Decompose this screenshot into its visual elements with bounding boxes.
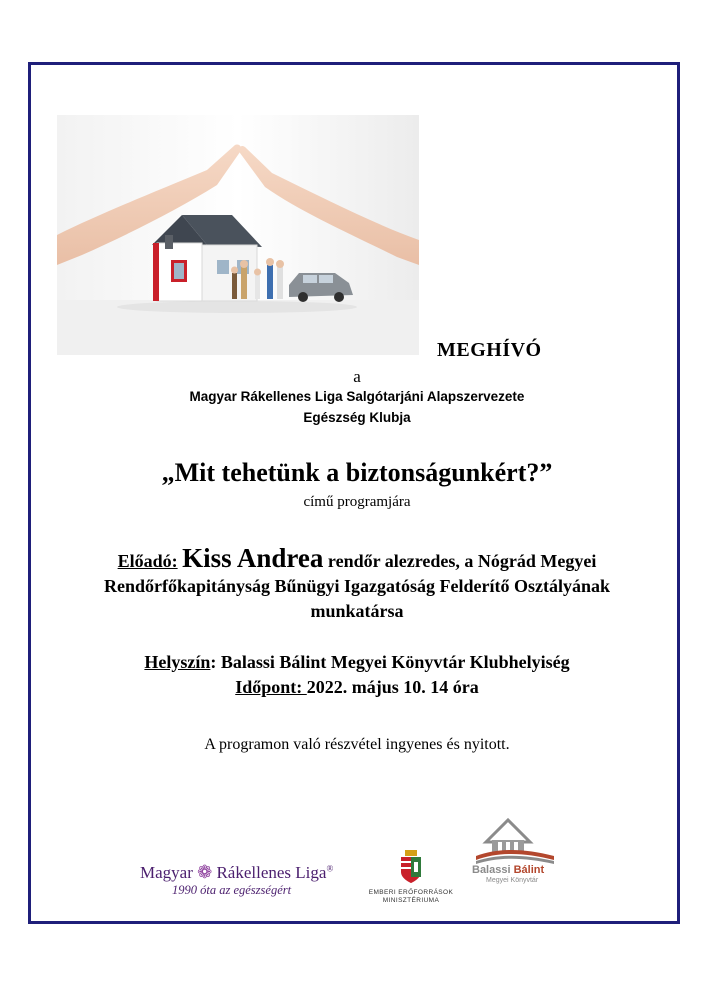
time-label: Időpont: — [235, 677, 307, 697]
speaker-role-1: rendőr alezredes, a Nógrád Megyei — [323, 551, 597, 571]
mrl-tagline: 1990 óta az egészségért — [172, 883, 292, 897]
time-line — [0, 677, 714, 698]
balassi-word-1: Balassi — [472, 864, 511, 876]
invitation-title: MEGHÍVÓ — [437, 339, 542, 361]
balassi-word-4: Könyvtár — [510, 877, 539, 884]
program-subtitle: című programjára — [303, 494, 411, 510]
hero-photo — [57, 115, 419, 355]
speaker-name: Kiss Andrea — [182, 543, 324, 573]
speaker-block — [50, 543, 664, 624]
balassi-word-2: Bálint — [513, 864, 545, 876]
venue-value: : Balassi Bálint Megyei Könyvtár Klubhelyiség — [210, 652, 570, 672]
speaker-role-3: munkatársa — [310, 601, 404, 621]
library-building-icon — [468, 812, 562, 866]
emmi-caption-1: EMBERI ERŐFORRÁSOK — [368, 889, 454, 896]
speaker-label: Előadó: — [117, 551, 178, 571]
emmi-caption-2: MINISZTÉRIUMA — [382, 897, 440, 904]
emmi-logo — [365, 850, 457, 905]
flower-icon: ❁ — [197, 862, 213, 882]
venue-label: Helyszín — [144, 652, 211, 672]
connector-a: a — [353, 367, 361, 386]
organization-name: Magyar Rákellenes Liga Salgótarjáni Alapszervezete — [189, 389, 525, 404]
speaker-role-2: Rendőrfőkapitányság Bűnügyi Igazgatóság Felderítő Osztályának — [103, 576, 611, 596]
house-hands-illustration — [57, 115, 419, 355]
attendance-note: A programon való részvétel ingyenes és nyitott. — [204, 736, 510, 753]
coat-of-arms-icon — [399, 850, 423, 884]
balassi-word-3: Megyei — [486, 877, 509, 884]
balassi-library-logo — [468, 812, 562, 894]
time-value: 2022. május 10. 14 óra — [306, 677, 479, 697]
registered-mark: ® — [326, 863, 334, 874]
venue-line — [0, 652, 714, 673]
organization-club: Egészség Klubja — [303, 410, 411, 425]
mrl-logo-left: Magyar — [140, 863, 193, 882]
program-title: „Mit tehetünk a biztonságunkért?” — [161, 458, 553, 487]
mrl-logo-right: Rákellenes Liga — [216, 863, 327, 882]
mrl-logo — [140, 862, 350, 904]
